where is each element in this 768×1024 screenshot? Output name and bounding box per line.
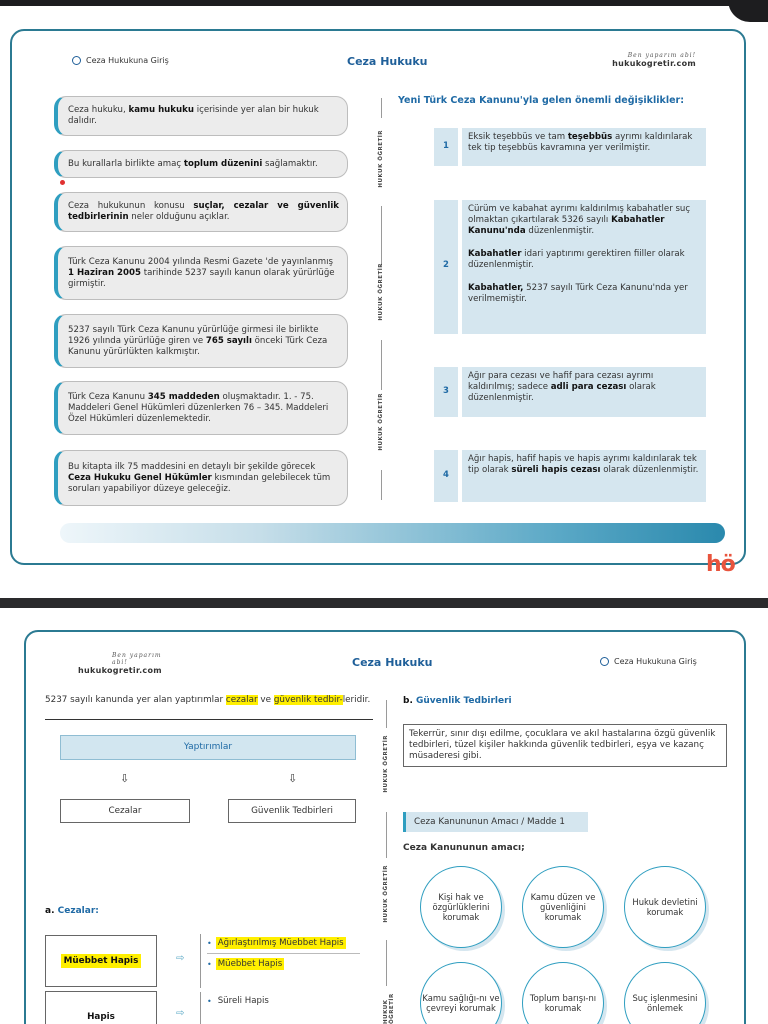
- divider-line: [381, 470, 382, 500]
- header-chapter-label: Ceza Hukukuna Giriş: [86, 56, 169, 65]
- page-1-header-left: [72, 56, 169, 65]
- text: Ağır para cezası ve hafif para cezası ayrımı kaldırılmış; sadece: [468, 371, 654, 392]
- text: olarak düzenlenmiştir.: [468, 382, 656, 403]
- logo-signature: Ben yaparım abi!: [627, 52, 696, 59]
- goal-circle: Suç işlenmesini önlemek: [624, 962, 706, 1024]
- screen-top-edge: [0, 0, 768, 6]
- logo-site: hukukogretir.com: [78, 666, 162, 675]
- info-box: [54, 192, 348, 232]
- info-box: [54, 96, 348, 136]
- goal-circle: Kişi hak ve özgürlüklerini korumak: [420, 866, 502, 948]
- divider-label: HUKUK ÖĞRETİR: [378, 393, 384, 451]
- text: Bu kitapta ilk 75 maddesini en detaylı bir şekilde görecek: [68, 461, 316, 472]
- text: Eksik teşebbüs ve tam: [468, 132, 568, 142]
- penalty-box: [45, 991, 157, 1024]
- text: 5237 sayılı Türk Ceza Kanunu'nda yer verilmemiştir.: [468, 283, 688, 304]
- change-number: 4: [443, 470, 449, 480]
- guvenlik-text-box: Tekerrür, sınır dışı edilme, çocuklara ve akıl hastalarına özgü güvenlik tedbirleri, tüzel kişiler hakkında güvenlik tedbirleri, eşya ve kazanç müsaderesi gibi.: [403, 724, 727, 767]
- section-a-title: [45, 906, 99, 916]
- logo-signature: Ben yaparım abi!: [112, 652, 162, 666]
- goal-circle: Toplum barışı-nı korumak: [522, 962, 604, 1024]
- change-box: [462, 200, 706, 334]
- text: içerisinde yer alan bir hukuk dalıdır.: [68, 105, 319, 126]
- text: neler olduğunu açıklar.: [128, 212, 230, 222]
- bold-text: suçlar, cezalar ve güvenlik tedbirlerinin: [68, 201, 339, 222]
- text: Ceza hukukunun konusu: [68, 201, 194, 211]
- bullet: •: [207, 996, 212, 1006]
- item-text: Süreli Hapis: [217, 996, 269, 1006]
- brand-logo: hö: [706, 552, 735, 577]
- text: leridir.: [342, 695, 371, 705]
- text: Türk Ceza Kanunu 2004 yılında Resmi Gazete 'de yayınlanmış: [68, 256, 333, 267]
- text: ayrımı kaldırılarak tek tip teşebbüs kavramına yer verilmiştir.: [468, 132, 693, 153]
- amac-title: Ceza Kanununun amacı;: [403, 843, 525, 853]
- bullet: •: [207, 959, 212, 969]
- divider-line: [386, 940, 387, 986]
- down-arrow-icon: ⇩: [288, 772, 298, 785]
- list-item: [207, 937, 360, 949]
- text: önceki Türk Ceza Kanunu yürürlükten kalkmıştır.: [68, 335, 328, 357]
- divider-line: [381, 206, 382, 266]
- bold-text: Kabahatler,: [468, 283, 524, 293]
- bullet: •: [207, 938, 212, 948]
- site-logo: [606, 52, 696, 68]
- section-letter: a.: [45, 906, 55, 916]
- divider-label: HUKUK ÖĞRETİR: [383, 993, 395, 1024]
- page-2-header-right: [600, 657, 697, 666]
- bold-text: kamu hukuku: [128, 105, 194, 115]
- guvenlik-box: Güvenlik Tedbirleri: [228, 799, 356, 823]
- bold-text: Kabahatler: [468, 249, 522, 259]
- item-text: Müebbet Hapis: [217, 959, 283, 969]
- bold-text: teşebbüs: [567, 132, 613, 142]
- info-box: [54, 450, 348, 506]
- change-box: [462, 128, 706, 166]
- intro-text: [45, 695, 373, 706]
- list-item: [207, 958, 360, 970]
- penalty-name: Hapis: [87, 1012, 115, 1022]
- page-2-title: Ceza Hukuku: [352, 656, 433, 669]
- info-box: [54, 381, 348, 435]
- list-item: [207, 995, 360, 1007]
- text: Ceza hukuku,: [68, 105, 129, 115]
- text: Cürüm ve kabahat ayrımı kaldırılmış kabahatler suç olmaktan çıkartılarak 5326 sayılı: [468, 204, 691, 225]
- divider-label: HUKUK ÖĞRETİR: [383, 865, 389, 923]
- page-gap: [0, 598, 768, 608]
- text: 5237 sayılı kanunda yer alan yaptırımlar: [45, 695, 226, 705]
- circle-icon: [600, 657, 609, 666]
- bold-text: adli para cezası: [550, 382, 627, 392]
- changes-title: Yeni Türk Ceza Kanunu'yla gelen önemli değişiklikler:: [398, 95, 684, 106]
- change-number: 2: [443, 260, 449, 270]
- right-arrow-icon: ⇨: [176, 1008, 185, 1019]
- text: kısmından gelebilecek tüm soruları yapabiliyor düzeye geleceğiz.: [68, 472, 331, 494]
- right-arrow-icon: ⇨: [176, 953, 185, 964]
- divider-label: HUKUK ÖĞRETİR: [378, 263, 384, 321]
- penalty-box: [45, 935, 157, 987]
- item-divider: [207, 953, 360, 954]
- down-arrow-icon: ⇩: [120, 772, 130, 785]
- yaptirimlar-box: Yaptırımlar: [60, 735, 356, 760]
- text: düzenlenmiştir.: [525, 226, 595, 236]
- divider-line: [381, 340, 382, 390]
- cezalar-box: Cezalar: [60, 799, 190, 823]
- penalty-name: Müebbet Hapis: [61, 954, 142, 968]
- header-chapter-label: Ceza Hukukuna Giriş: [614, 657, 697, 666]
- goal-circle: Hukuk devletini korumak: [624, 866, 706, 948]
- text: Türk Ceza Kanunu: [68, 391, 148, 402]
- text: sağlamaktır.: [262, 158, 318, 169]
- text: Bu kurallarla birlikte amaç: [68, 158, 184, 169]
- logo-site: hukukogretir.com: [612, 59, 696, 68]
- screen-corner: [728, 0, 768, 22]
- section-label: Güvenlik Tedbirleri: [416, 696, 512, 706]
- text: tarihinde 5237 sayılı kanun olarak yürürlüğe girmiştir.: [68, 267, 335, 289]
- intro-underline: [45, 719, 373, 720]
- info-box: [54, 246, 348, 300]
- divider-label: HUKUK ÖĞRETİR: [383, 735, 389, 793]
- progress-bar: [60, 523, 725, 543]
- section-letter: b.: [403, 696, 413, 706]
- page-1-title: Ceza Hukuku: [347, 55, 428, 68]
- bold-text: 1 Haziran 2005: [68, 267, 141, 278]
- change-box: [462, 450, 706, 502]
- divider-line: [386, 700, 387, 728]
- circle-icon: [72, 56, 81, 65]
- text: ve: [257, 695, 274, 705]
- change-number: 1: [443, 141, 449, 151]
- section-b-title: [403, 696, 512, 706]
- divider-line: [386, 812, 387, 858]
- bold-text: süreli hapis cezası: [511, 465, 601, 475]
- text: olarak düzenlenmiştir.: [600, 465, 699, 475]
- highlight: güvenlik tedbir-: [273, 695, 343, 705]
- item-text: Ağırlaştırılmış Müebbet Hapis: [217, 938, 344, 948]
- bold-text: Ceza Hukuku Genel Hükümler: [68, 472, 212, 483]
- change-number: 3: [443, 386, 449, 396]
- divider-label: HUKUK ÖĞRETİR: [378, 130, 384, 188]
- bold-text: toplum düzenini: [183, 158, 263, 169]
- info-box: [54, 314, 348, 368]
- madde-box: Ceza Kanununun Amacı / Madde 1: [403, 812, 588, 832]
- text: oluşmaktadır. 1. - 75. Maddeleri Genel Hükümleri düzenlerken 76 – 345. Maddeleri Özel Hükümleri düzenlemektedir.: [68, 391, 329, 424]
- red-dot: [60, 180, 65, 185]
- text: Ağır hapis, hafif hapis ve hapis ayrımı kaldırılarak tek tip olarak: [468, 454, 697, 475]
- penalty-items: [200, 934, 360, 988]
- change-box: [462, 367, 706, 417]
- text: idari yaptırımı gerektiren fiiller olarak düzenlenmiştir.: [468, 249, 685, 270]
- goal-circle: Kamu sağlığı-nı ve çevreyi korumak: [420, 962, 502, 1024]
- goal-circle: Kamu düzen ve güvenliğini korumak: [522, 866, 604, 948]
- info-box: [54, 150, 348, 178]
- highlight: cezalar: [225, 695, 258, 705]
- section-label: Cezalar:: [57, 906, 99, 916]
- bold-text: Kabahatler Kanunu'nda: [468, 215, 665, 236]
- penalty-items: [200, 992, 360, 1024]
- divider-line: [381, 98, 382, 118]
- text: 5237 sayılı Türk Ceza Kanunu yürürlüğe girmesi ile birlikte 1926 yılında yürürlüğe giren ve: [68, 324, 319, 346]
- bold-text: 345 maddeden: [147, 391, 220, 402]
- bold-text: 765 sayılı: [205, 335, 252, 346]
- site-logo: [78, 652, 168, 675]
